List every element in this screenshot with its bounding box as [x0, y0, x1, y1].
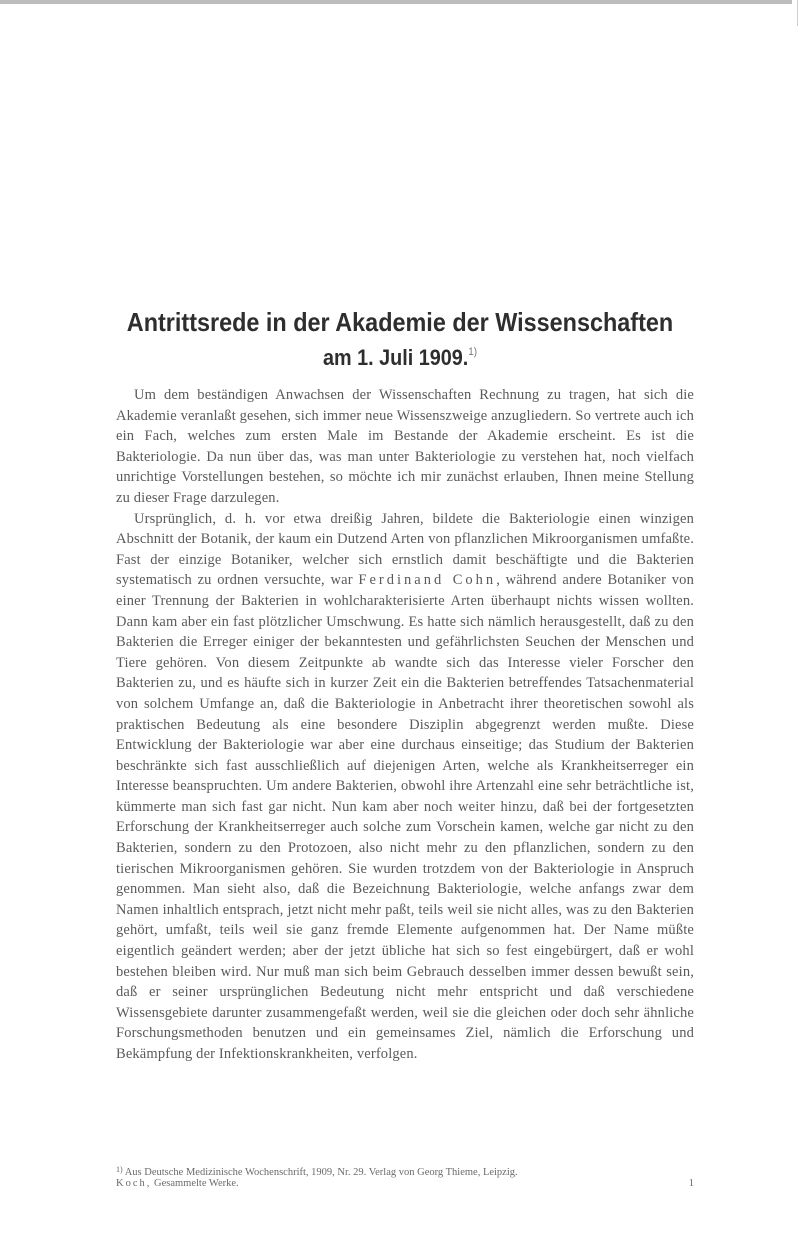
paragraph-1-text: Um dem beständigen Anwachsen der Wissenschaften Rechnung zu tragen, hat sich die Akademie veranlaßt gesehen, sich immer neue Wissenszweige anzugliedern. So vertrete auch ich ein Fach, welches zum ersten Male im Bestande der Akademie erscheint. Es ist die Bakteriologie. Da nun über das, was man unter Bakteriologie zu verstehen hat, noch vielfach unrichtige Vorstellungen bestehen, so möchte ich mir zunächst erlauben, Ihnen meine Stellung zu dieser Frage darzulegen. [116, 387, 694, 506]
paragraph-2-text-end: , während andere Botaniker von einer Trennung der Bakterien in wohlcharakterisierte Arten überhaupt nichts wissen wollten. Dann kam aber ein fast plötzlicher Umschwung. Es hatte sich nämlich herausgestellt, daß zu den Bakterien die Erreger einiger der bekanntesten und gefährlichsten Seuchen der Menschen und Tiere gehören. Von diesem Zeitpunkte ab wandte sich das Interesse vieler Forscher den Bakterien zu, und es häufte sich in kurzer Zeit ein die Bakterien betreffendes Tatsachenmaterial von solchem Umfange an, daß die Bakteriologie in Anbetracht ihrer theoretischen sowohl als praktischen Bedeutung als eine besondere Disziplin abgegrenzt werden mußte. Diese Entwicklung der Bakteriologie war aber eine durchaus einseitige; das Studium der Bakterien beschränkte sich fast ausschließlich auf diejenigen Arten, welche als Krankheitserreger ein Interesse beanspruchten. Um andere Bakterien, obwohl ihre Artenzahl eine sehr beträchtliche ist, kümmerte man sich fast gar nicht. Nun kam aber noch weiter hinzu, daß bei der fortgesetzten Erforschung der Krankheitserreger auch solche zum Vorschein kamen, welche gar nicht zu den Bakterien, sondern zu den Protozoen, also nicht mehr zu den pflanzlichen, sondern zu den tierischen Mikroorganismen gehören. Sie wurden trotzdem von der Bakteriologie in Anspruch genommen. Man sieht also, daß die Bezeichnung Bakteriologie, welche anfangs zwar dem Namen inhaltlich entsprach, jetzt nicht mehr paßt, teils weil sie nicht alles, was zu den Bakterien gehört, umfaßt, teils weil sie ganz fremde Elemente aufgenommen hat. Der Name müßte eigentlich geändert werden; aber der jetzt übliche hat sich so fest eingebürgert, daß er wohl bestehen bleiben wird. Nur muß man sich beim Gebrauch desselben immer dessen bewußt sein, daß er seiner ursprünglichen Bedeutung nicht mehr entspricht und daß verschiedene Wissensgebiete darunter zusammengefaßt werden, weil sie die gleichen oder doch sehr ähnliche Forschungsmethoden benutzen und ein gemeinsames Ziel, nämlich die Erforschung und Bekämpfung der Infektionskrankheiten, verfolgen. [116, 572, 694, 1062]
page-subtitle [94, 338, 706, 372]
body-text [116, 385, 694, 1065]
paragraph-2-text-start: Ursprünglich, d. h. vor etwa dreißig Jahren, bildete die Bakteriologie einen winzigen Abschnitt der Botanik, der kaum ein Dutzend Arten von pflanzlichen Mikroorganismen umfaßte. Fast der einzige Botaniker, welcher sich ernstlich damit beschäftigte und die Bakterien systematisch zu ordnen versuchte, war [116, 510, 694, 589]
person-name: Ferdinand Cohn [358, 572, 497, 589]
paragraph-1 [116, 385, 694, 509]
right-edge-mark [797, 0, 798, 26]
footer-author: Koch, [116, 1178, 152, 1189]
title-line-1: Antrittsrede in der Akademie der Wissenschaften [126, 307, 674, 337]
page-title [94, 307, 706, 337]
running-footer [116, 1177, 694, 1191]
footnote-mark: 1) [116, 1165, 123, 1174]
running-footer-left [116, 1177, 239, 1191]
title-footnote-mark: 1) [468, 346, 478, 358]
footnote-text: Aus Deutsche Medizinische Wochenschrift, 1909, Nr. 29. Verlag von Georg Thieme, Leipzig. [124, 1167, 518, 1178]
paragraph-2 [116, 509, 694, 1065]
page-number: 1 [688, 1178, 694, 1189]
title-line-2: am 1. Juli 1909. [322, 345, 469, 370]
footer-work-title: Gesammelte Werke. [154, 1178, 239, 1189]
top-border-rule [0, 0, 792, 4]
